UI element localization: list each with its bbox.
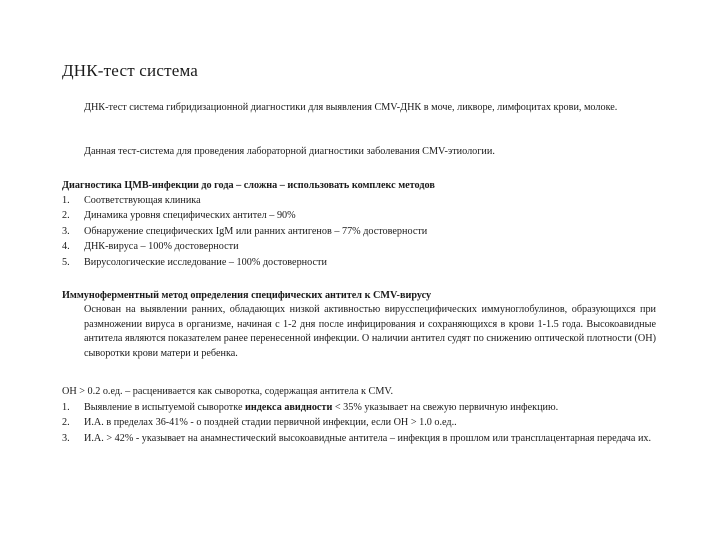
list-item-text: Обнаружение специфических IgM или ранних антигенов – 77% достоверности (84, 225, 428, 237)
list-item-number: 5. (62, 256, 70, 268)
list-item-text-pre: Выявление в испытуемой сыворотке (84, 402, 246, 413)
page-title: ДНК-тест система (62, 61, 199, 80)
list-item (62, 415, 656, 430)
list-item-text: Динамика уровня специфических антител – 90% (84, 210, 296, 222)
list-item (62, 208, 662, 223)
list-item-number: 2. (62, 210, 70, 222)
list-item-number: 2. (62, 417, 70, 429)
intro-paragraph-2: Данная тест-система для проведения лабораторной диагностики заболевания CMV-этиологии. (84, 146, 495, 157)
list-item-number: 3. (62, 225, 70, 237)
list-item-text-post: < 35% указывает на свежую первичную инфекцию. (332, 402, 559, 413)
section3-list (62, 400, 656, 446)
list-item (62, 239, 662, 254)
list-item-number: 4. (62, 241, 70, 253)
list-item-text: Вирусологические исследование – 100% достоверности (84, 256, 327, 268)
section1-heading: Диагностика ЦМВ-инфекции до года – сложна – использовать комплекс методов (62, 180, 435, 191)
section1-list (62, 193, 662, 270)
list-item-text: И.А. > 42% - указывает на анамнестический высокоавидные антитела – инфекция в прошлом или трансплацентарная передача их. (84, 432, 652, 444)
list-item (62, 224, 662, 239)
list-item-text: ДНК-вируса – 100% достоверности (84, 241, 239, 253)
intro-paragraph-1: ДНК-тест система гибридизационной диагностики для выявления CMV-ДНК в моче, ликворе, лимфоцитах крови, молоке. (84, 102, 618, 113)
list-item-number: 3. (62, 432, 70, 444)
list-item-number: 1. (62, 195, 70, 206)
list-item (62, 431, 656, 446)
list-item-text: Соответствующая клиника (84, 195, 201, 206)
list-item-text: И.А. в пределах 36-41% - о поздней стадии первичной инфекции, если ОН > 1.0 о.ед.. (84, 417, 457, 429)
list-item (62, 255, 662, 270)
avidity-index-term: индекса авидности (245, 402, 333, 413)
list-item (62, 193, 662, 208)
section3-lead: ОН > 0.2 о.ед. – расценивается как сыворотка, содержащая антитела к CMV. (62, 386, 393, 397)
section2-heading: Иммуноферментный метод определения специфических антител к CMV-вирусу (62, 290, 432, 301)
section2-body: Основан на выявлении ранних, обладающих низкой активностью вирусспецифических иммуноглобулинов, образующихся при размножении вируса в организме, начиная с 1-2 дня после инфицирования и сохраняющихся в крови 1-1.5 года. Высокоавидные антитела являются показателем ранее перенесенной инфекции. О наличии антител судят по снижению оптической плотности (ОН) сыворотки крови матери и ребенка. (84, 304, 656, 359)
list-item (62, 400, 656, 415)
list-item-number: 1. (62, 402, 70, 413)
